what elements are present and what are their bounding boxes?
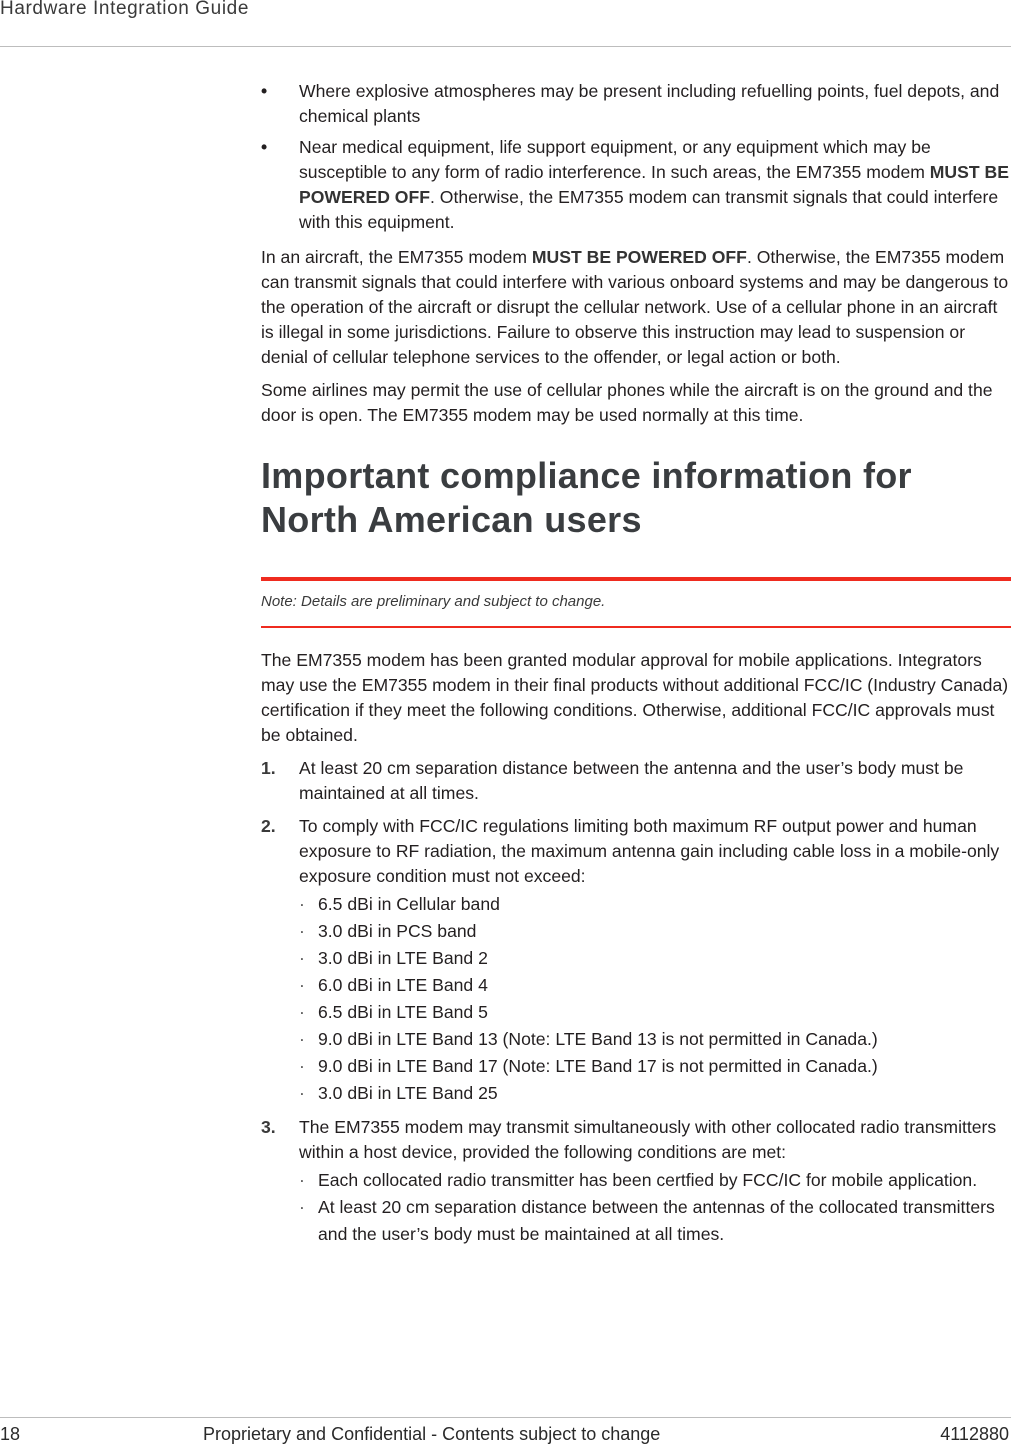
list-item-text: 3.0 dBi in LTE Band 25 <box>318 1083 498 1103</box>
header-divider <box>0 46 1011 47</box>
list-item-text: 3.0 dBi in LTE Band 2 <box>318 948 488 968</box>
sub-bullet: · <box>299 1197 305 1217</box>
sub-bullet: · <box>299 1029 305 1049</box>
sub-bullet: · <box>299 921 305 941</box>
bullet-marker: • <box>261 81 268 101</box>
condition-item <box>261 814 1009 1107</box>
collocation-conditions-list <box>299 1167 1009 1248</box>
footer-divider <box>0 1417 1011 1418</box>
intro-paragraph: The EM7355 modem has been granted modular approval for mobile applications. Integrators may use the EM7355 modem in their final products without additional FCC/IC (Industry Canada) certification if they meet the following conditions. Otherwise, additional FCC/IC approvals must be obtained. <box>261 650 1009 745</box>
condition-number: 3. <box>261 1117 276 1137</box>
list-item <box>299 972 1009 999</box>
list-item-text: 3.0 dBi in PCS band <box>318 921 477 941</box>
bullet-text-pre: Near medical equipment, life support equipment, or any equipment which may be susceptible to any form of radio interference. In such areas, the EM7355 modem <box>299 137 931 182</box>
note-box <box>261 577 1011 628</box>
page-number: 18 <box>0 1424 21 1444</box>
document-number: 4112880 <box>940 1424 1009 1444</box>
list-item-text: At least 20 cm separation distance between the antennas of the collocated transmitters and the user’s body must be maintained at all times. <box>318 1197 995 1244</box>
list-item-text: 6.5 dBi in LTE Band 5 <box>318 1002 488 1022</box>
running-header-title: Hardware Integration Guide <box>0 0 250 19</box>
aircraft-warning-strong: MUST BE POWERED OFF <box>531 247 747 267</box>
list-item <box>299 1026 1009 1053</box>
bullet-marker: • <box>261 137 268 157</box>
condition-number: 1. <box>261 758 276 778</box>
sub-bullet: · <box>299 1170 305 1190</box>
list-item <box>299 1194 1009 1248</box>
list-item-text: Each collocated radio transmitter has been certfied by FCC/IC for mobile application. <box>318 1170 978 1190</box>
sub-bullet: · <box>299 894 305 914</box>
list-item <box>299 999 1009 1026</box>
aircraft-text-post: . Otherwise, the EM7355 modem can transmit signals that could interfere with various onboard systems and may be dangerous to the operation of the aircraft or disrupt the cellular network. Use of a cellular phone in an aircraft is illegal in some jurisdictions. Failure to observe this instruction may lead to suspension or denial of cellular telephone services to the offender, or legal action or both. <box>261 247 1009 367</box>
sub-bullet: · <box>299 948 305 968</box>
sub-bullet: · <box>299 1002 305 1022</box>
condition-item <box>261 756 1009 806</box>
note-text: Note: Details are preliminary and subject to change. <box>261 593 606 610</box>
condition-text: The EM7355 modem may transmit simultaneously with other collocated radio transmitters within a host device, provided the following conditions are met: <box>299 1117 997 1162</box>
page-body <box>261 79 1009 1256</box>
sub-bullet: · <box>299 975 305 995</box>
list-item <box>299 891 1009 918</box>
list-item-text: 9.0 dBi in LTE Band 17 (Note: LTE Band 17 is not permitted in Canada.) <box>318 1056 878 1076</box>
list-item-text: 9.0 dBi in LTE Band 13 (Note: LTE Band 13 is not permitted in Canada.) <box>318 1029 878 1049</box>
sub-bullet: · <box>299 1083 305 1103</box>
bullet-warning-strong: MUST BE POWERED OFF <box>299 162 1009 207</box>
conditions-list <box>261 756 1009 1248</box>
condition-number: 2. <box>261 816 276 836</box>
condition-text: At least 20 cm separation distance between the antenna and the user’s body must be maintained at all times. <box>299 758 964 803</box>
footer-confidentiality-notice: Proprietary and Confidential - Contents subject to change <box>203 1424 661 1444</box>
condition-text: To comply with FCC/IC regulations limiting both maximum RF output power and human exposure to RF radiation, the maximum antenna gain including cable loss in a mobile-only exposure condition must not exceed: <box>299 816 1000 886</box>
sub-bullet: · <box>299 1056 305 1076</box>
list-item <box>299 945 1009 972</box>
list-item <box>299 1080 1009 1107</box>
condition-item <box>261 1115 1009 1248</box>
list-item-text: 6.5 dBi in Cellular band <box>318 894 500 914</box>
airlines-paragraph: Some airlines may permit the use of cellular phones while the aircraft is on the ground and the door is open. The EM7355 modem may be used normally at this time. <box>261 380 993 425</box>
section-heading: Important compliance information for North American users <box>261 455 912 540</box>
bullet-item <box>261 135 1009 235</box>
list-item <box>299 918 1009 945</box>
bullet-text: Where explosive atmospheres may be present including refuelling points, fuel depots, and chemical plants <box>299 81 1000 126</box>
aircraft-paragraph <box>261 245 1009 370</box>
aircraft-text-pre: In an aircraft, the EM7355 modem <box>261 247 532 267</box>
list-item <box>299 1053 1009 1080</box>
list-item-text: 6.0 dBi in LTE Band 4 <box>318 975 488 995</box>
gain-limits-list <box>299 891 1009 1107</box>
bullet-text-post: . Otherwise, the EM7355 modem can transmit signals that could interfere with this equipment. <box>299 187 999 232</box>
list-item <box>299 1167 1009 1194</box>
bullet-item <box>261 79 1009 129</box>
